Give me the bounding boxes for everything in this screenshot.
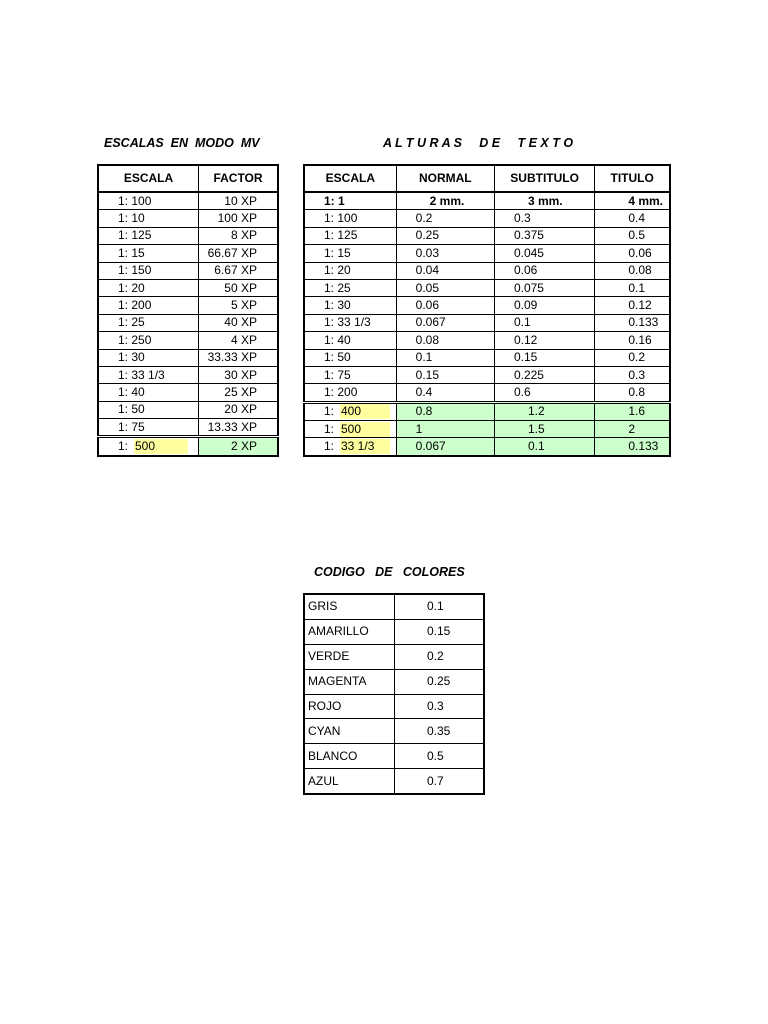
table-row (98, 279, 278, 296)
codigo-colores-table (303, 593, 485, 795)
escala-cell: 1: 125 (98, 227, 199, 244)
titulo-cell: 0.2 (595, 349, 670, 366)
alturas-texto-title: A L T U R A S D E T E X T O (383, 136, 574, 150)
subtitulo-cell: 0.045 (494, 245, 594, 262)
escala-prefix: 1: (324, 439, 335, 454)
titulo-result-cell: 1.6 (595, 402, 670, 420)
escala-cell: 1: 30 (304, 297, 396, 314)
table-row (98, 262, 278, 279)
color-name-cell: VERDE (304, 644, 395, 669)
factor-cell: 66.67 XP (199, 245, 279, 262)
escala-cell: 1: 75 (98, 419, 199, 437)
titulo-cell: 0.16 (595, 332, 670, 349)
normal-result-cell: 0.067 (396, 438, 494, 456)
color-name-cell: MAGENTA (304, 669, 395, 694)
factor-cell: 30 XP (199, 366, 279, 383)
normal-cell: 0.1 (396, 349, 494, 366)
titulo-cell: 0.08 (595, 262, 670, 279)
table-row-base (304, 192, 670, 210)
factor-cell: 20 XP (199, 401, 279, 418)
factor-cell: 6.67 XP (199, 262, 279, 279)
escala-cell: 1: 75 (304, 366, 396, 383)
color-name-cell: ROJO (304, 694, 395, 719)
color-row (304, 619, 484, 644)
color-name-cell: AZUL (304, 769, 395, 794)
factor-cell: 4 XP (199, 332, 279, 349)
titulo-result-cell: 2 (595, 421, 670, 438)
escala-input-value[interactable]: 400 (340, 404, 390, 419)
factor-cell: 40 XP (199, 314, 279, 331)
subtitulo-cell: 0.3 (494, 210, 594, 227)
table-row (98, 332, 278, 349)
factor-cell: 13.33 XP (199, 419, 279, 437)
escala-cell: 1: 33 1/3 (304, 314, 396, 331)
subtitulo-result-cell: 1.2 (494, 402, 594, 420)
escala-cell: 1: 200 (304, 384, 396, 402)
color-value-cell: 0.25 (395, 669, 485, 694)
table-row (304, 279, 670, 296)
factor-cell: 100 XP (199, 210, 279, 227)
table-row (304, 366, 670, 383)
subtitulo-cell: 0.6 (494, 384, 594, 402)
escala-input-value[interactable]: 33 1/3 (340, 439, 390, 454)
color-row (304, 594, 484, 619)
escala-cell: 1: 200 (98, 297, 199, 314)
table-row-input (304, 421, 670, 438)
normal-cell: 0.15 (396, 366, 494, 383)
table-row-input (304, 402, 670, 420)
table-row (304, 314, 670, 331)
escala-cell: 1: 50 (98, 401, 199, 418)
color-row (304, 719, 484, 744)
color-value-cell: 0.2 (395, 644, 485, 669)
titulo-cell: 0.133 (595, 314, 670, 331)
factor-cell: 8 XP (199, 227, 279, 244)
column-header-subtitulo: SUBTITULO (494, 165, 594, 192)
escala-cell: 1: 15 (304, 245, 396, 262)
table-row (98, 192, 278, 210)
titulo-result-cell: 0.133 (595, 438, 670, 456)
normal-cell: 2 mm. (396, 192, 494, 210)
factor-cell: 5 XP (199, 297, 279, 314)
normal-result-cell: 1 (396, 421, 494, 438)
titulo-cell: 4 mm. (595, 192, 670, 210)
normal-cell: 0.08 (396, 332, 494, 349)
subtitulo-cell: 0.12 (494, 332, 594, 349)
escalas-mv-table (97, 164, 279, 457)
table-header-row (98, 165, 278, 192)
column-header-titulo: TITULO (595, 165, 670, 192)
escala-cell: 1: 10 (98, 210, 199, 227)
subtitulo-cell: 0.1 (494, 314, 594, 331)
escala-cell: 1: 1 (304, 192, 396, 210)
color-value-cell: 0.5 (395, 744, 485, 769)
table-row (98, 314, 278, 331)
table-row (98, 384, 278, 401)
normal-cell: 0.05 (396, 279, 494, 296)
subtitulo-cell: 3 mm. (494, 192, 594, 210)
escala-cell: 1: 50 (304, 349, 396, 366)
color-row (304, 694, 484, 719)
subtitulo-result-cell: 0.1 (494, 438, 594, 456)
factor-result-cell: 2 XP (199, 437, 279, 456)
escala-cell: 1: 100 (304, 210, 396, 227)
color-row (304, 744, 484, 769)
escala-input-cell[interactable] (304, 402, 396, 420)
normal-cell: 0.2 (396, 210, 494, 227)
table-row (98, 227, 278, 244)
factor-cell: 33.33 XP (199, 349, 279, 366)
table-row (98, 245, 278, 262)
escala-cell: 1: 25 (304, 279, 396, 296)
normal-cell: 0.06 (396, 297, 494, 314)
normal-cell: 0.4 (396, 384, 494, 402)
titulo-cell: 0.5 (595, 227, 670, 244)
column-header-factor: FACTOR (199, 165, 279, 192)
color-name-cell: CYAN (304, 719, 395, 744)
escala-cell: 1: 25 (98, 314, 199, 331)
color-name-cell: AMARILLO (304, 619, 395, 644)
table-row (98, 349, 278, 366)
table-row (304, 332, 670, 349)
table-row (98, 297, 278, 314)
color-value-cell: 0.1 (395, 594, 485, 619)
titulo-cell: 0.12 (595, 297, 670, 314)
escala-input-cell[interactable] (304, 421, 396, 438)
color-row (304, 644, 484, 669)
factor-cell: 50 XP (199, 279, 279, 296)
color-value-cell: 0.35 (395, 719, 485, 744)
escalas-mv-title: ESCALAS EN MODO MV (104, 136, 260, 150)
escala-cell: 1: 125 (304, 227, 396, 244)
normal-cell: 0.03 (396, 245, 494, 262)
subtitulo-cell: 0.225 (494, 366, 594, 383)
table-row (304, 245, 670, 262)
table-row (98, 366, 278, 383)
titulo-cell: 0.8 (595, 384, 670, 402)
subtitulo-result-cell: 1.5 (494, 421, 594, 438)
table-row (98, 210, 278, 227)
table-row (304, 227, 670, 244)
escala-cell: 1: 40 (304, 332, 396, 349)
subtitulo-cell: 0.09 (494, 297, 594, 314)
escala-cell: 1: 20 (304, 262, 396, 279)
table-row (304, 210, 670, 227)
color-name-cell: BLANCO (304, 744, 395, 769)
factor-cell: 25 XP (199, 384, 279, 401)
escala-input-cell[interactable] (304, 438, 396, 456)
subtitulo-cell: 0.375 (494, 227, 594, 244)
subtitulo-cell: 0.075 (494, 279, 594, 296)
subtitulo-cell: 0.06 (494, 262, 594, 279)
table-row-input (98, 437, 278, 456)
color-value-cell: 0.3 (395, 694, 485, 719)
factor-cell: 10 XP (199, 192, 279, 210)
titulo-cell: 0.4 (595, 210, 670, 227)
normal-cell: 0.04 (396, 262, 494, 279)
escala-input-cell[interactable] (98, 437, 199, 456)
escala-cell: 1: 150 (98, 262, 199, 279)
escala-cell: 1: 250 (98, 332, 199, 349)
normal-cell: 0.067 (396, 314, 494, 331)
escala-prefix: 1: (118, 439, 129, 454)
table-row (304, 262, 670, 279)
escala-cell: 1: 20 (98, 279, 199, 296)
escala-prefix: 1: (324, 421, 335, 436)
escala-input-value[interactable]: 500 (134, 439, 188, 454)
escala-cell: 1: 15 (98, 245, 199, 262)
escala-cell: 1: 33 1/3 (98, 366, 199, 383)
table-row (304, 384, 670, 402)
table-row (98, 419, 278, 437)
titulo-cell: 0.1 (595, 279, 670, 296)
normal-cell: 0.25 (396, 227, 494, 244)
table-row (304, 349, 670, 366)
subtitulo-cell: 0.15 (494, 349, 594, 366)
color-name-cell: GRIS (304, 594, 395, 619)
escala-cell: 1: 40 (98, 384, 199, 401)
escala-prefix: 1: (324, 404, 335, 419)
alturas-texto-table (303, 164, 671, 457)
column-header-escala: ESCALA (304, 165, 396, 192)
escala-input-value[interactable]: 500 (340, 422, 390, 437)
color-value-cell: 0.7 (395, 769, 485, 794)
color-row (304, 769, 484, 794)
color-value-cell: 0.15 (395, 619, 485, 644)
codigo-colores-title: CODIGO DE COLORES (314, 565, 465, 579)
color-row (304, 669, 484, 694)
table-row-input (304, 438, 670, 456)
table-row (98, 401, 278, 418)
titulo-cell: 0.3 (595, 366, 670, 383)
column-header-escala: ESCALA (98, 165, 199, 192)
normal-result-cell: 0.8 (396, 402, 494, 420)
escala-cell: 1: 100 (98, 192, 199, 210)
column-header-normal: NORMAL (396, 165, 494, 192)
table-header-row (304, 165, 670, 192)
table-row (304, 297, 670, 314)
escala-cell: 1: 30 (98, 349, 199, 366)
titulo-cell: 0.06 (595, 245, 670, 262)
